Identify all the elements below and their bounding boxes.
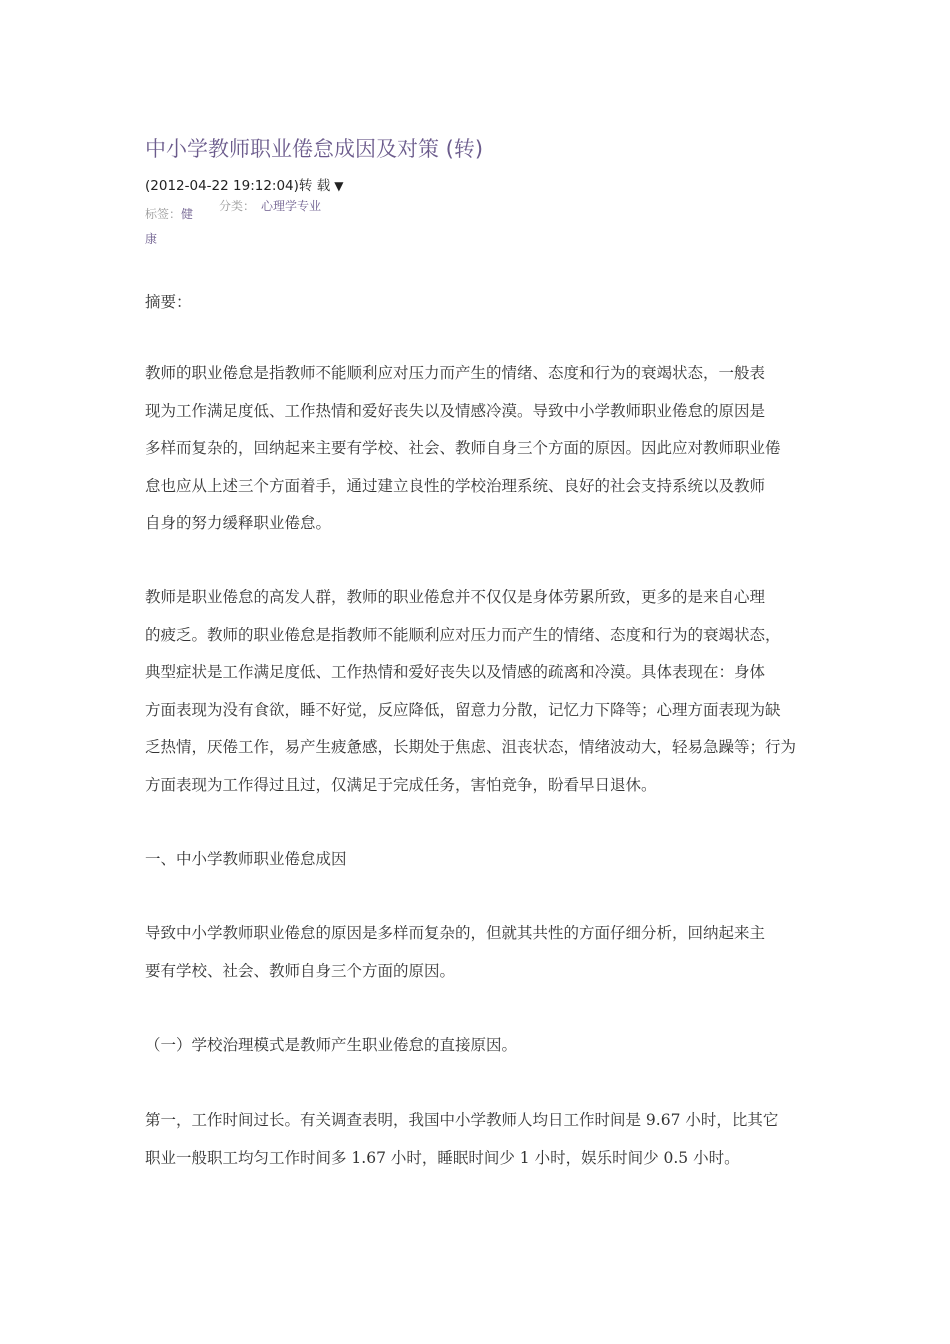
paragraph-line: 教师是职业倦怠的高发人群，教师的职业倦怠并不仅仅是身体劳累所致，更多的是来自心理 — [145, 588, 766, 606]
paragraph-3 — [145, 915, 815, 990]
paragraph-line: 教师的职业倦怠是指教师不能顺利应对压力而产生的情绪、态度和行为的衰竭状态，一般表 — [145, 364, 766, 382]
paragraph-4 — [145, 1102, 815, 1177]
category-link[interactable]: 心理学专业 — [261, 199, 322, 213]
paragraph-line: 自身的努力缓释职业倦怠。 — [145, 514, 332, 532]
paragraph-1 — [145, 355, 815, 543]
paragraph-line: 职业一般职工均匀工作时间多 1.67 小时，睡眠时间少 1 小时，娱乐时间少 0.5 小时。 — [145, 1148, 740, 1167]
article-title: 中小学教师职业倦怠成因及对策 (转) — [145, 137, 484, 161]
tag-link[interactable]: 健 — [181, 207, 194, 221]
paragraph-line: 方面表现为没有食欲，睡不好觉，反应降低，留意力分散，记忆力下降等；心理方面表现为缺 — [145, 700, 781, 719]
paragraph-line: 方面表现为工作得过且过，仅满足于完成任务，害怕竞争，盼看早日退休。 — [145, 775, 657, 794]
section-1-heading: 一、中小学教师职业倦怠成因 — [145, 850, 347, 868]
tag-link-continued[interactable]: 康 — [145, 232, 158, 246]
subsection-1-heading: （一）学校治理模式是教师产生职业倦怠的直接原因。 — [145, 1036, 518, 1054]
paragraph-line: 现为工作满足度低、工作热情和爱好丧失以及情感冷漠。导致中小学教师职业倦怠的原因是 — [145, 401, 766, 420]
category — [219, 197, 321, 215]
tags-label: 标签： — [145, 207, 182, 221]
paragraph-2 — [145, 579, 815, 804]
category-label: 分类： — [219, 199, 256, 213]
paragraph-line: 导致中小学教师职业倦怠的原因是多样而复杂的，但就其共性的方面仔细分析，回纳起来主 — [145, 924, 766, 942]
article-meta — [145, 177, 343, 195]
paragraph-line: 典型症状是工作满足度低、工作热情和爱好丧失以及情感的疏离和冷漠。具体表现在：身体 — [145, 663, 766, 681]
tags — [145, 202, 207, 252]
paragraph-line: 乏热情，厌倦工作，易产生疲惫感，长期处于焦虑、沮丧状态，情绪波动大，轻易急躁等；行为 — [145, 738, 797, 756]
publish-info: (2012-04-22 19:12:04)转 载 — [145, 178, 331, 194]
paragraph-line: 怠也应从上述三个方面着手，通过建立良性的学校治理系统、良好的社会支持系统以及教师 — [145, 476, 766, 495]
abstract-heading: 摘要： — [145, 293, 192, 311]
paragraph-line: 的疲乏。教师的职业倦怠是指教师不能顺利应对压力而产生的情绪、态度和行为的衰竭状态， — [145, 625, 781, 644]
paragraph-line: 要有学校、社会、教师自身三个方面的原因。 — [145, 961, 456, 980]
paragraph-line: 多样而复杂的，回纳起来主要有学校、社会、教师自身三个方面的原因。因此应对教师职业倦 — [145, 439, 781, 457]
paragraph-line: 第一，工作时间过长。有关调查表明，我国中小学教师人均日工作时间是 9.67 小时，比其它 — [145, 1111, 779, 1129]
dropdown-arrow-icon[interactable]: ▼ — [334, 179, 344, 193]
